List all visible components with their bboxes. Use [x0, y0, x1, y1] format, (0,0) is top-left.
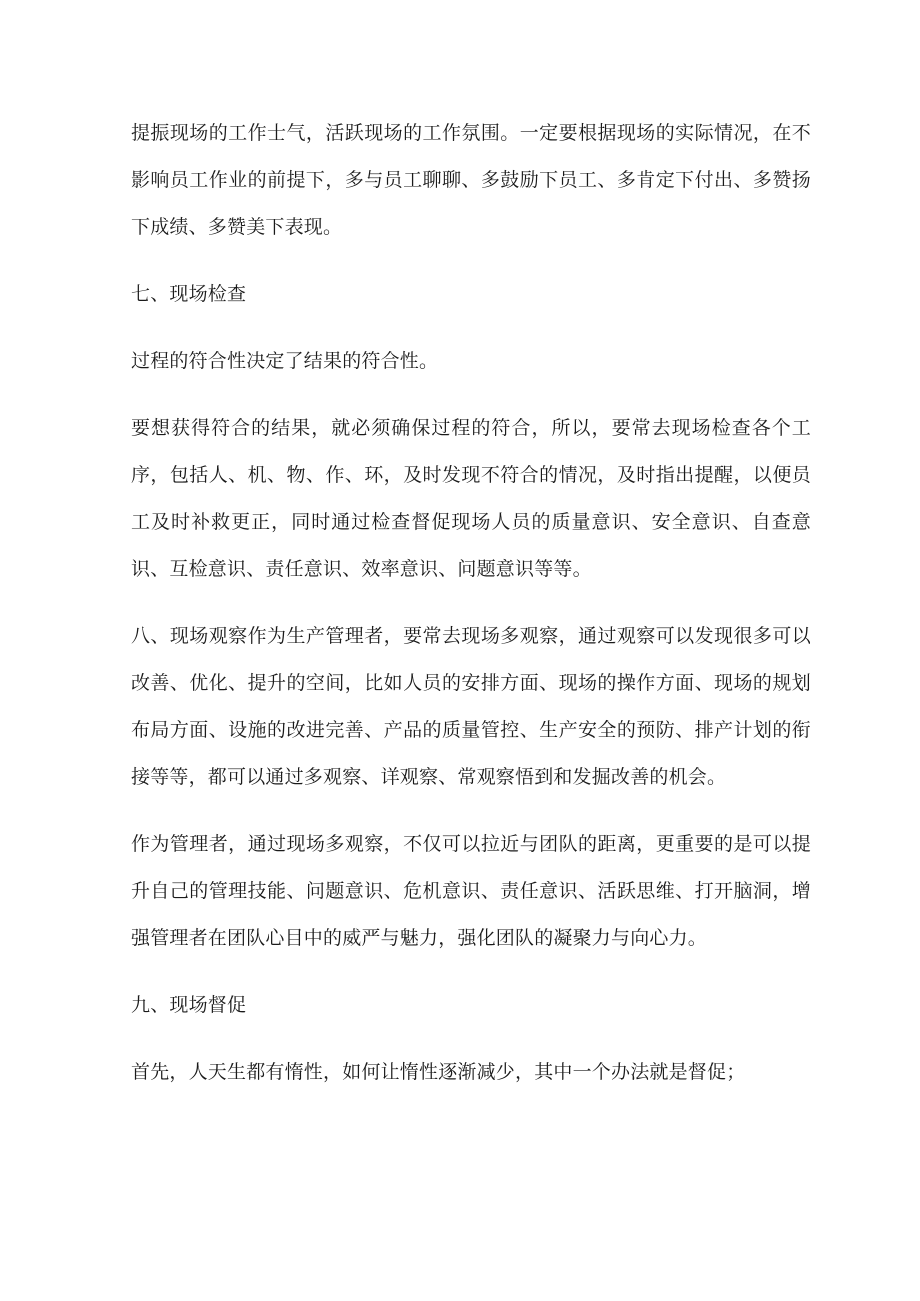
paragraph-process-conformity: 过程的符合性决定了结果的符合性。 — [131, 350, 439, 372]
paragraph-supervision: 首先，人天生都有惰性，如何让惰性逐渐减少，其中一个办法就是督促； — [131, 1061, 746, 1083]
paragraph-morale: 提振现场的工作士气，活跃现场的工作氛围。一定要根据现场的实际情况，在不影响员工作业的前提下，多与员工聊聊、多鼓励下员工、多肯定下付出、多赞扬下成绩、多赞美下表现。 — [131, 122, 811, 238]
section-heading-9: 九、现场督促 — [131, 994, 247, 1016]
section-heading-7: 七、现场检查 — [131, 283, 247, 305]
paragraph-site-inspection: 要想获得符合的结果，就必须确保过程的符合，所以，要常去现场检查各个工序，包括人、机、物、作、环，及时发现不符合的情况，及时指出提醒，以便员工及时补救更正，同时通过检查督促现场人员的质量意识、安全意识、自查意识、互检意识、责任意识、效率意识、问题意识等等。 — [131, 417, 811, 580]
document-body — [131, 110, 811, 1116]
paragraph-manager-observation: 作为管理者，通过现场多观察，不仅可以拉近与团队的距离，更重要的是可以提升自己的管理技能、问题意识、危机意识、责任意识、活跃思维、打开脑洞，增强管理者在团队心目中的威严与魅力，强化团队的凝聚力与向心力。 — [131, 833, 811, 949]
paragraph-site-observation: 八、现场观察作为生产管理者，要常去现场多观察，通过观察可以发现很多可以改善、优化、提升的空间，比如人员的安排方面、现场的操作方面、现场的规划布局方面、设施的改进完善、产品的质量管控、生产安全的预防、排产计划的衔接等等，都可以通过多观察、详观察、常观察悟到和发掘改善的机会。 — [131, 625, 811, 788]
